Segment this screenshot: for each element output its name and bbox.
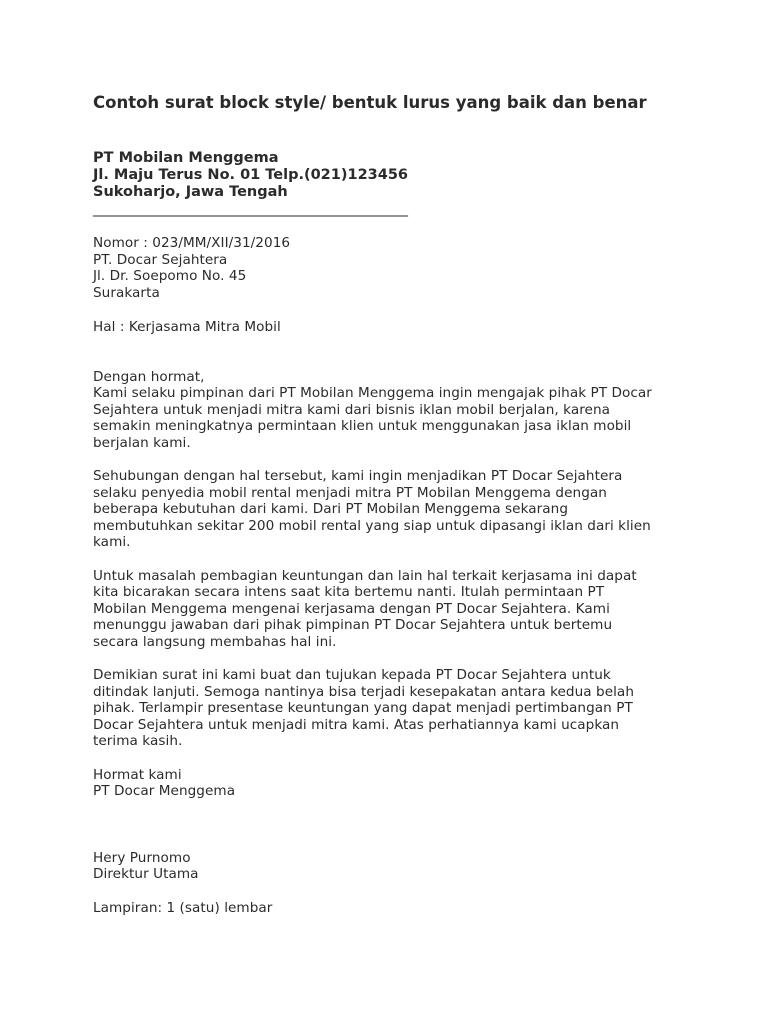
paragraph-line: berjalan kami. (93, 434, 191, 451)
paragraph-line: Untuk masalah pembagian keuntungan dan lain hal terkait kerjasama ini dapat (93, 567, 637, 584)
paragraph-line: kita bicarakan secara intens saat kita bertemu nanti. Itulah permintaan PT (93, 584, 605, 600)
paragraph-line: Sehubungan dengan hal tersebut, kami ingin menjadikan PT Docar Sejahtera (93, 468, 623, 484)
recipient-street: Jl. Dr. Soepomo No. 45 (93, 268, 247, 284)
paragraph-line: kami. (93, 534, 131, 550)
paragraph-3 (93, 568, 708, 651)
letterhead-rule: _____________________________________________ (93, 201, 408, 217)
attachment-text: Lampiran: 1 (satu) lembar (93, 899, 273, 916)
recipient-city: Surakarta (93, 284, 160, 301)
letter-number: Nomor : 023/MM/XII/31/2016 (93, 235, 291, 251)
letter-body (93, 235, 708, 916)
attachment-line (93, 900, 708, 917)
document-title: Contoh surat block style/ bentuk lurus yang baik dan benar (93, 93, 647, 112)
signature-block (93, 850, 708, 883)
paragraph-line: Demikian surat ini kami buat dan tujukan kepada PT Docar Sejahtera untuk (93, 667, 611, 683)
paragraph-line: membutuhkan sekitar 200 mobil rental yang siap untuk dipasangi iklan dari klien (93, 517, 651, 534)
letterhead (93, 150, 708, 218)
letterhead-city: Sukoharjo, Jawa Tengah (93, 184, 288, 200)
paragraph-line: selaku penyedia mobil rental menjadi mitra PT Mobilan Menggema dengan (93, 484, 607, 501)
paragraph-line: Docar Sejahtera untuk menjadi mitra kami. Atas perhatiannya kami ucapkan (93, 716, 620, 733)
signer-position: Direktur Utama (93, 866, 199, 882)
letterhead-address: Jl. Maju Terus No. 01 Telp.(021)123456 (93, 167, 409, 183)
closing-company: PT Docar Menggema (93, 783, 236, 799)
paragraph-line: terima kasih. (93, 733, 183, 749)
salutation: Dengan hormat, (93, 368, 205, 385)
closing-block (93, 767, 708, 800)
paragraph-line: secara langsung membahas hal ini. (93, 633, 337, 650)
closing-greeting: Hormat kami (93, 766, 182, 783)
paragraph-line: Sejahtera untuk menjadi mitra kami dari bisnis iklan mobil berjalan, karena (93, 401, 611, 418)
paragraph-4 (93, 667, 708, 750)
subject-text: Hal : Kerjasama Mitra Mobil (93, 319, 281, 335)
paragraph-line: pihak. Terlampir presentase keuntungan yang dapat menjadi pertimbangan PT (93, 700, 633, 716)
paragraph-1 (93, 369, 708, 452)
paragraph-line: menunggu jawaban dari pihak pimpinan PT Docar Sejahtera untuk bertemu (93, 617, 613, 633)
paragraph-line: Kami selaku pimpinan dari PT Mobilan Menggema ingin mengajak pihak PT Docar (93, 385, 652, 401)
recipient-name: PT. Docar Sejahtera (93, 251, 228, 268)
subject-line (93, 319, 708, 336)
signer-name: Hery Purnomo (93, 849, 191, 866)
paragraph-2 (93, 468, 708, 551)
paragraph-line: beberapa kebutuhan dari kami. Dari PT Mobilan Menggema sekarang (93, 501, 569, 517)
paragraph-line: ditindak lanjuti. Semoga nantinya bisa terjadi kesepakatan antara kedua belah (93, 683, 634, 700)
paragraph-line: Mobilan Menggema mengenai kerjasama dengan PT Docar Sejahtera. Kami (93, 600, 610, 617)
recipient-block (93, 235, 708, 301)
letterhead-company: PT Mobilan Menggema (93, 150, 279, 166)
paragraph-line: semakin meningkatnya permintaan klien untuk menggunakan jasa iklan mobil (93, 418, 632, 434)
